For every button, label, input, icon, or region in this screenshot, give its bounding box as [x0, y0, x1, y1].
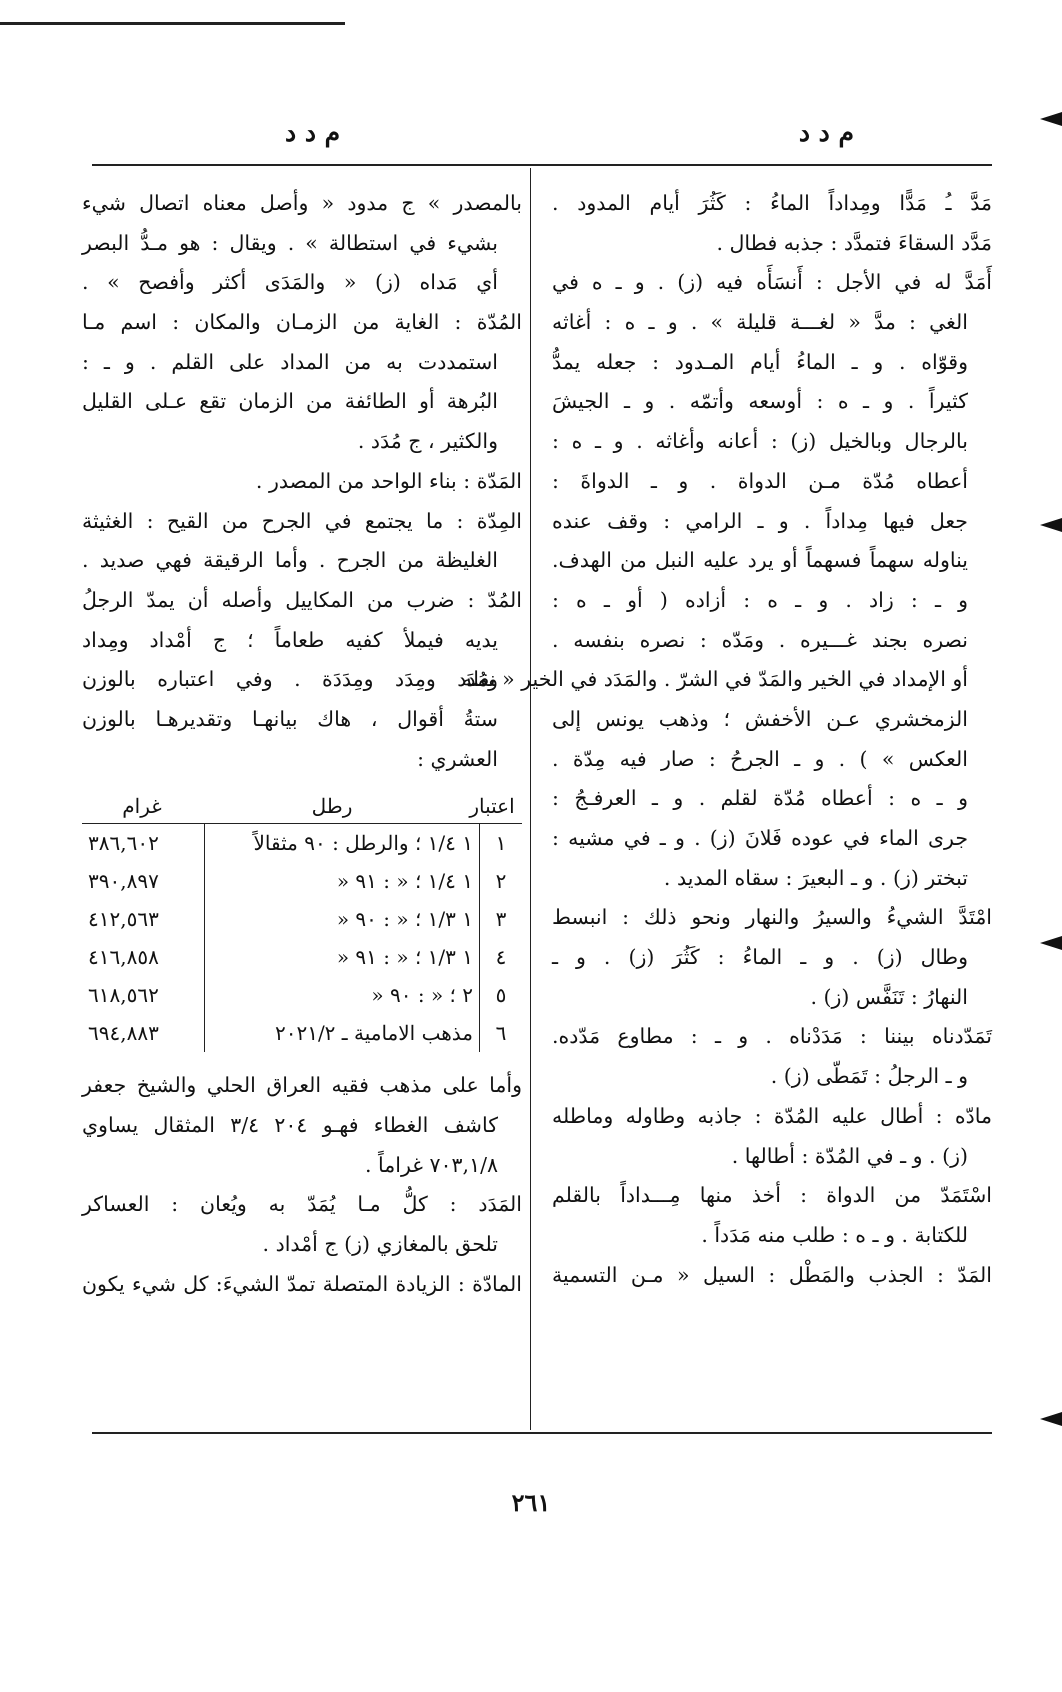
edge-marker	[1040, 518, 1062, 532]
text-line: جرى الماء في عوده فَلانَ (ز) . و ـ في مشيه :	[552, 826, 968, 850]
text-line: و ـ الرجلُ : تَمَطّى (ز) .	[770, 1064, 968, 1089]
text-line: المُدّ : ضرب من المكاييل وأصله أن يمدّ الرجلُ	[82, 587, 522, 612]
text-line: تبختر (ز) . و ـ البعيرَ : سقاه المديد .	[663, 865, 968, 890]
text-line: بشيء في استطالة » . ويقال : هو مـدُّ البصر	[82, 230, 498, 255]
table-row	[82, 824, 522, 862]
column-divider	[530, 168, 531, 1430]
text-line: البُرهة أو الطائفة من الزمان تقع عـلى القليل	[82, 389, 498, 414]
text-line: العشري :	[417, 746, 498, 771]
text-line: المادّة : الزيادة المتصلة تمدّ الشيءَ: كل شيء يكون	[82, 1271, 522, 1296]
row-gram: ٦١٨,٥٦٢	[88, 983, 159, 1008]
page-number: ٢٦١	[511, 1488, 551, 1517]
running-header-right: م د د	[798, 118, 854, 147]
row-index: ٢	[480, 862, 523, 900]
table-row	[82, 862, 522, 900]
row-desc: ١ ١/٣ ؛ « : ٩١ «	[205, 938, 480, 976]
row-index: ٦	[480, 1014, 523, 1052]
text-line: مَدَّ ـُ مَدًّا ومِداداً الماءُ : كَثُرَ أيام المدود .	[552, 191, 992, 215]
header-ratl: رطل	[311, 794, 353, 819]
text-line: أي مَداه (ز) « والمَدَى أكثر وأفصح » .	[82, 270, 498, 295]
top-corner-rule	[0, 22, 345, 25]
header-index: اعتبار	[469, 794, 515, 819]
text-line: وقوّاه . و ـ الماءُ أيام المـدود : جعله يمدُّ	[552, 349, 968, 374]
header-rule	[92, 164, 992, 166]
text-line: وطال (ز) . و ـ الماءُ : كَثُرَ (ز) . و ـ	[552, 945, 968, 970]
row-index: ١	[480, 824, 523, 862]
text-line: الغي : مدَّ « لغـــة قليلة » . و ـ ه : أغاثه	[552, 310, 968, 335]
text-line: مادّه : أطال عليه المُدّة : جاذبه وطاوله وماطله	[552, 1103, 992, 1128]
text-line: بالرجال وبالخيل (ز) : أعانه وأغاثه . و ـ ه :	[552, 429, 968, 454]
edge-marker	[1040, 1412, 1062, 1426]
text-line: اسْتَمَدّ من الدواة : أخذ منها مِـــداداً بالقلم	[552, 1183, 992, 1208]
row-gram: ٤١٦,٨٥٨	[88, 945, 159, 970]
text-line: ٧٠٣,١/٨ غراماً .	[365, 1152, 498, 1177]
text-line: تَمَدّدناه بيننا : مَدَدْناه . و ـ : مطاوع مَدّده.	[552, 1024, 992, 1049]
table-row	[82, 900, 522, 938]
text-line: المَدَد : كلُّ مـا يُمَدّ به ويُعان : العساكر	[82, 1192, 522, 1217]
header-gram: غرام	[122, 794, 162, 819]
text-line: بالمصدر » ج مدود « وأصل معناه اتصال شيء	[82, 191, 522, 215]
text-line: أعطاه مُدّة مـن الدواة . و ـ الدواةَ :	[552, 468, 968, 493]
row-gram: ٣٩٠,٨٩٧	[88, 869, 159, 894]
row-gram: ٤١٢,٥٦٣	[88, 907, 159, 932]
text-line: ستةُ أقوال ، هاك بيانهـا وتقديرهـا بالوزن	[82, 706, 498, 731]
text-line: مَدَّد السقاءَ فتمدَّد : جذبه فطال .	[716, 230, 992, 255]
text-line: و ـ : زاد . و ـ ه : أزاده ( أو ـ ه :	[552, 587, 968, 612]
row-gram: ٣٨٦,٦٠٢	[88, 831, 159, 856]
text-line: النهارُ : تَنَفَّس (ز) .	[810, 984, 968, 1009]
table-row	[82, 976, 522, 1014]
row-index: ٣	[480, 900, 523, 938]
text-line: وأما على مذهب فقيه العراق الحلي والشيخ جعفر	[82, 1073, 522, 1098]
text-line: تلحق بالمغازي (ز) ج أمْداد .	[262, 1232, 498, 1257]
text-line: (ز) . و ـ في المُدّة : أطالها .	[731, 1143, 968, 1168]
text-line: المِدّة : ما يجتمع في الجرح من القيح : الغثيثة	[82, 508, 522, 533]
edge-marker	[1040, 936, 1062, 950]
running-header-left: م د د	[285, 118, 341, 147]
text-line: الغليظة من الجرح . وأما الرقيقة فهي صديد .	[82, 548, 498, 573]
text-line: كثيراً . و ـ ه : أوسعه وأتمّه . و ـ الجيشَ	[552, 389, 968, 414]
table-row	[82, 938, 522, 976]
text-line: امْتَدَّ الشيءُ والسيرُ والنهار ونحو ذلك : انبسط	[552, 905, 992, 930]
text-line: ومُدَد ومِدَد ومِدَدَة . وفي اعتباره بالوزن	[82, 667, 498, 692]
row-index: ٤	[480, 938, 523, 976]
text-line: يناوله سهماً فسهماً أو يرد عليه النبل من الهدف.	[552, 548, 968, 573]
row-desc: ١ ١/٣ ؛ « : ٩٠ «	[205, 900, 480, 938]
row-desc: ٢ ؛ « : ٩٠ «	[205, 976, 480, 1014]
weights-table-body	[82, 824, 522, 1052]
text-line: و ـ ه : أعطاه مُدّة لقلم . و ـ العرفـجُ :	[552, 786, 968, 811]
text-line: أَمَدَّ له في الأجل : أَنسَأَه فيه (ز) . و ـ ه في	[552, 270, 992, 295]
text-line: العكس » ) . و ـ الجرحُ : صار فيه مِدّة .	[552, 746, 968, 771]
text-line: المُدّة : الغاية من الزمـان والمكان : اسم مـا	[82, 310, 522, 335]
row-gram: ٦٩٤,٨٨٣	[88, 1021, 159, 1046]
text-line: كاشف الغطاء فهـو ٢٠٤ ٣/٤ المثقال يساوي	[82, 1113, 498, 1137]
row-desc: مذهب الامامية ـ ٢٠٢١/٢	[205, 1014, 480, 1052]
row-desc: ١ ١/٤ ؛ والرطل : ٩٠ مثقالاً	[205, 824, 480, 862]
table-header	[82, 787, 522, 824]
table-row	[82, 1014, 522, 1052]
edge-marker	[1040, 112, 1062, 126]
text-line: الزمخشري عـن الأخفش ؛ وذهب يونس إلى	[552, 706, 968, 731]
text-line: أو الإمداد في الخير والمَدّ في الشرّ . والمَدَد في الخير « نقله	[461, 667, 968, 692]
text-line: استمددت به من المداد على القلم . و ـ :	[82, 349, 498, 374]
text-line: جعل فيها مِداداً . و ـ الرامي : وقف عنده	[552, 508, 968, 533]
footer-rule	[92, 1432, 992, 1434]
left-column	[82, 184, 522, 1304]
text-line: للكتابة . و ـ ه : طلب منه مَدَداً .	[701, 1222, 968, 1247]
text-line: نصره بجند غـــيره . ومَدّه : نصره بنفسه .	[552, 627, 968, 652]
text-line: يديه فيملأ كفيه طعاماً ؛ ج أمْداد ومِداد	[82, 627, 498, 652]
row-desc: ١ ١/٤ ؛ « : ٩١ «	[205, 862, 480, 900]
text-line: المَدّ : الجذب والمَطْل : السيل « مـن التسمية	[552, 1262, 992, 1287]
weights-table	[82, 787, 522, 1052]
text-line: والكثير ، ج مُدَد .	[357, 429, 498, 454]
row-index: ٥	[480, 976, 523, 1014]
text-line: المَدّة : بناء الواحد من المصدر .	[255, 468, 522, 493]
